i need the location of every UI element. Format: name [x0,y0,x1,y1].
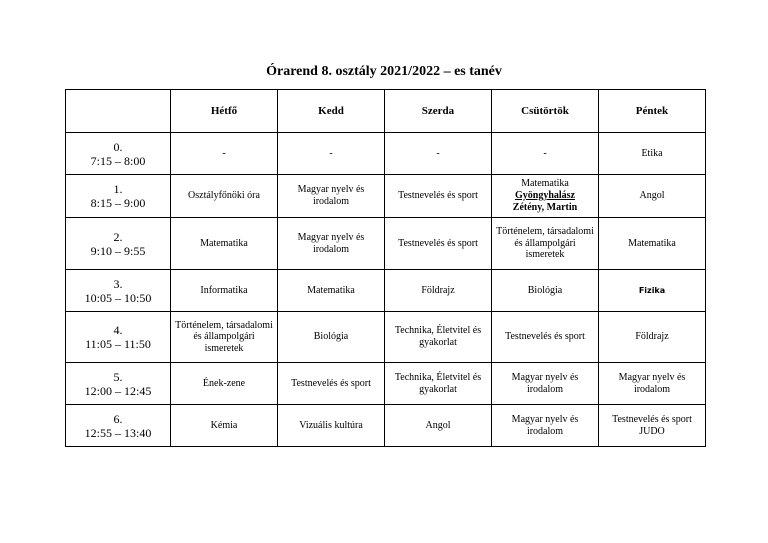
timetable [65,89,706,447]
table-row [66,312,706,363]
period-time: 11:05 – 11:50 [85,337,151,351]
lesson-cell: Testnevelés és sport [385,218,492,270]
day-header-monday: Hétfő [171,90,278,133]
lesson-cell: Történelem, társadalomi és állampolgári ismeretek [171,312,278,363]
day-header-wednesday: Szerda [385,90,492,133]
lesson-cell [599,270,706,312]
lesson-cell [492,175,599,218]
period-number: 6. [113,411,123,426]
period-cell [66,175,171,218]
lesson-cell: Technika, Életvitel és gyakorlat [385,312,492,363]
table-row [66,133,706,175]
lesson-cell: Matematika [278,270,385,312]
lesson-cell: Biológia [492,270,599,312]
table-row [66,405,706,447]
lesson-cell: Osztályfőnöki óra [171,175,278,218]
lesson-cell: Biológia [278,312,385,363]
teacher-name: Zétény, Martin [512,202,578,213]
lesson-cell: - [171,133,278,175]
lesson-subject: Fizika [638,285,666,295]
period-number: 4. [113,323,123,337]
page-title: Órarend 8. osztály 2021/2022 – es tanév [266,64,502,79]
period-cell [66,270,171,312]
header-row [66,90,706,133]
period-cell [66,133,171,175]
lesson-cell [599,405,706,447]
lesson-cell: Angol [385,405,492,447]
period-time: 7:15 – 8:00 [90,153,146,168]
lesson-cell: Testnevelés és sport [492,312,599,363]
table-row [66,175,706,218]
lesson-cell: Magyar nyelv és irodalom [492,405,599,447]
period-number: 0. [113,139,123,154]
lesson-cell: Magyar nyelv és irodalom [599,363,706,405]
lesson-cell: Informatika [171,270,278,312]
lesson-cell: Testnevelés és sport [385,175,492,218]
lesson-cell: Testnevelés és sport [278,363,385,405]
lesson-cell: Angol [599,175,706,218]
period-cell [66,405,171,447]
period-number: 5. [113,369,123,384]
period-time: 10:05 – 10:50 [84,290,152,305]
lesson-cell: Kémia [171,405,278,447]
period-cell [66,363,171,405]
lesson-subject: Matematika [521,178,569,189]
period-number: 1. [113,182,123,196]
lesson-cell: Matematika [599,218,706,270]
lesson-cell: Magyar nyelv és irodalom [278,175,385,218]
table-row [66,363,706,405]
period-number: 2. [113,229,123,244]
lesson-cell: Technika, Életvitel és gyakorlat [385,363,492,405]
period-time: 9:10 – 9:55 [90,243,146,258]
period-number: 3. [113,276,123,291]
period-time: 12:00 – 12:45 [84,383,152,398]
lesson-subject: Testnevelés és sport [612,413,692,425]
lesson-cell: Földrajz [385,270,492,312]
lesson-cell: Matematika [171,218,278,270]
period-time: 12:55 – 13:40 [84,425,152,440]
day-header-tuesday: Kedd [278,90,385,133]
period-time: 8:15 – 9:00 [90,196,146,210]
corner-cell [66,90,171,133]
lesson-cell: Magyar nyelv és irodalom [492,363,599,405]
period-cell [66,218,171,270]
table-row [66,270,706,312]
lesson-cell: Vizuális kultúra [278,405,385,447]
day-header-thursday: Csütörtök [492,90,599,133]
lesson-cell: - [492,133,599,175]
lesson-cell: Ének-zene [171,363,278,405]
lesson-cell: Földrajz [599,312,706,363]
table-row [66,218,706,270]
lesson-cell: Történelem, társadalomi és állampolgári ismeretek [492,218,599,270]
lesson-cell: Magyar nyelv és irodalom [278,218,385,270]
lesson-cell: Etika [599,133,706,175]
lesson-extra: JUDO [639,425,665,437]
lesson-cell: - [385,133,492,175]
lesson-cell: - [278,133,385,175]
period-cell [66,312,171,363]
teacher-name: Gyöngyhalász [514,190,575,201]
day-header-friday: Péntek [599,90,706,133]
